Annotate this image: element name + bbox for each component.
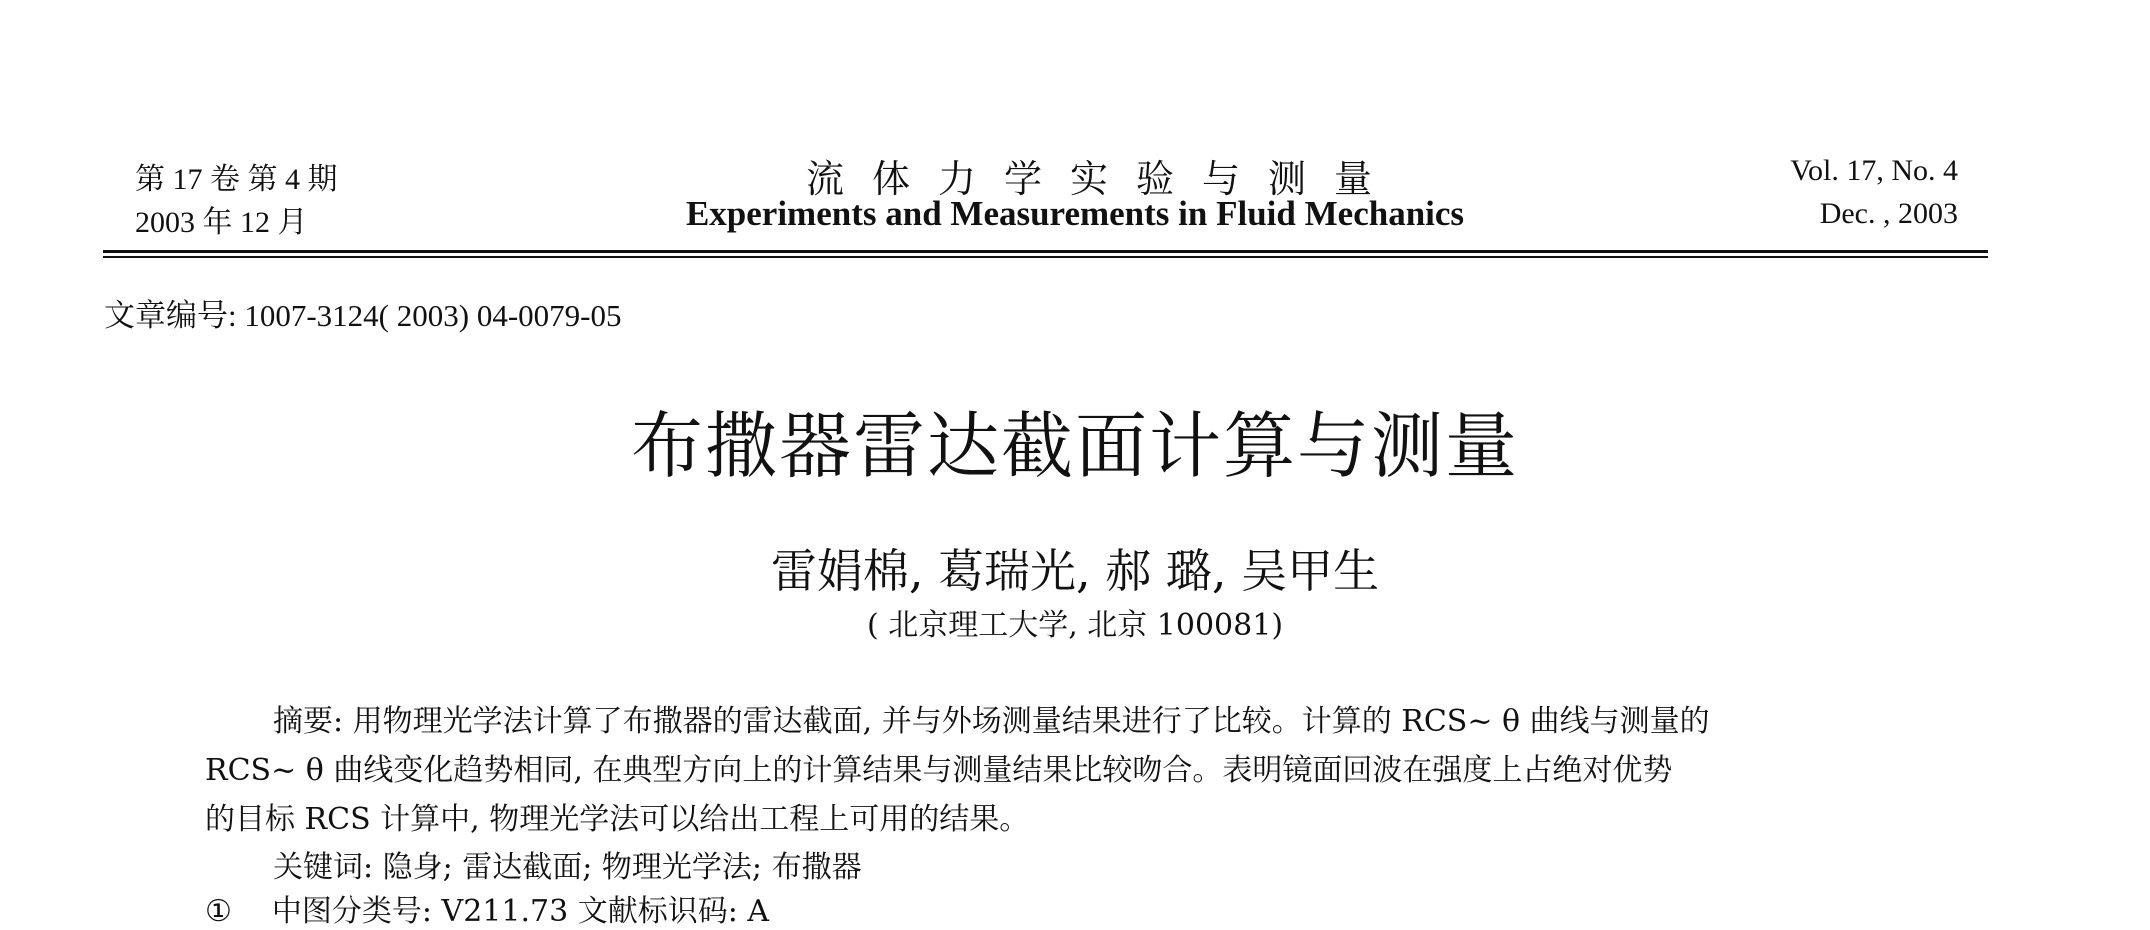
affiliation: ( 北京理工大学, 北京 100081) (866, 608, 1284, 643)
date-cn: 2003 年 12 月 (135, 206, 308, 239)
keywords: 关键词: 隐身; 雷达截面; 物理光学法; 布撒器 (273, 850, 862, 885)
classification-line (205, 886, 769, 930)
abstract-line-3: 的目标 RCS 计算中, 物理光学法可以给出工程上可用的结果。 (205, 802, 1030, 837)
header-rule-bottom (103, 256, 1988, 258)
abstract-line-1: 摘要: 用物理光学法计算了布撒器的雷达截面, 并与外场测量结果进行了比较。计算的 RCS~ θ 曲线与测量的 (273, 704, 1710, 739)
footnote-mark: ① (205, 894, 232, 929)
abstract-line-2: RCS~ θ 曲线变化趋势相同, 在典型方向上的计算结果与测量结果比较吻合。表明镜面回波在强度上占绝对优势 (205, 753, 1673, 788)
volume-issue-cn: 第 17 卷 第 4 期 (135, 163, 338, 196)
authors: 雷娟棉, 葛瑞光, 郝 璐, 吴甲生 (770, 544, 1380, 598)
volume-issue-en: Vol. 17, No. 4 (1790, 154, 1958, 187)
classification-text: 中图分类号: V211.73 文献标识码: A (271, 894, 770, 929)
paper-title: 布撒器雷达截面计算与测量 (630, 404, 1519, 488)
header-rule-top (103, 250, 1988, 253)
date-en: Dec. , 2003 (1819, 197, 1958, 230)
journal-title-cn: 流体力学实验与测量 (805, 157, 1400, 201)
journal-title-en: Experiments and Measurements in Fluid Mechanics (685, 194, 1465, 233)
article-number: 文章编号: 1007-3124( 2003) 04-0079-05 (104, 298, 622, 333)
